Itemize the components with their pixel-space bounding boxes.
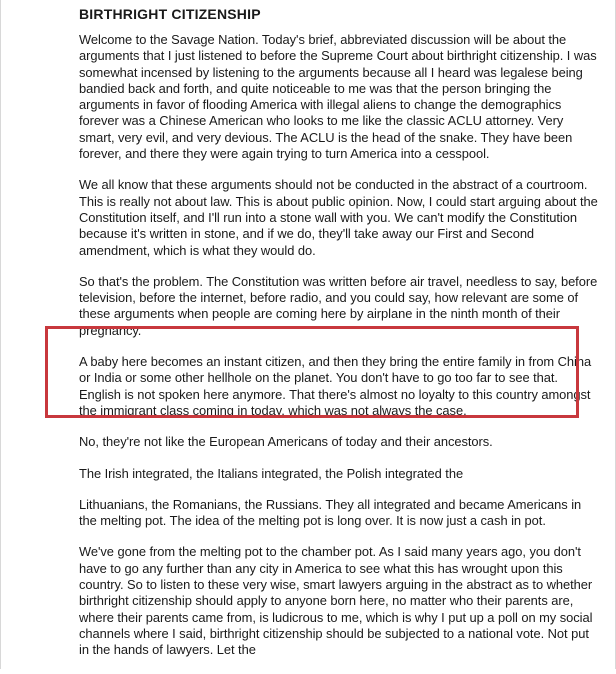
paragraph-6: The Irish integrated, the Italians integrated, the Polish integrated the bbox=[79, 465, 464, 481]
document-title: BIRTHRIGHT CITIZENSHIP bbox=[79, 6, 261, 22]
highlight-box bbox=[45, 326, 579, 418]
paragraph-3: So that's the problem. The Constitution was written before air travel, needless to say, before television, before the internet, before radio, and you could say, how relevant are some of these arguments when people are coming here by airplane in the ninth month of their pregnancy. bbox=[79, 273, 598, 338]
paragraph-5: No, they're not like the European Americans of today and their ancestors. bbox=[79, 434, 493, 450]
paragraph-2: We all know that these arguments should not be conducted in the abstract of a courtroom. This is really not about law. This is about public opinion. Now, I could start arguing about the Constitution itself, and I'll run into a stone wall with you. We can't modify the Constitution because it's written in stone, and if we do, they'll take away our First and Second amendment, which is what they would do. bbox=[79, 177, 598, 258]
paragraph-7: Lithuanians, the Romanians, the Russians. They all integrated and became Americans in the melting pot. The idea of the melting pot is long over. It is now just a cash in pot. bbox=[79, 496, 582, 529]
paragraph-4-highlighted: A baby here becomes an instant citizen, and then they bring the entire family in from China or India or some other hellhole on the planet. You don't have to go too far to see that. English is not spoken here anymore. That there's almost no loyalty to this country amongst the immigrant class coming in today, which was not always the case. bbox=[79, 354, 592, 418]
paragraph-1: Welcome to the Savage Nation. Today's brief, abbreviated discussion will be about the arguments that I just listened to before the Supreme Court about birthright citizenship. I was somewhat incensed by listening to the arguments because all I heard was legalese being bandied back and forth, and quite noticeable to me was that the person bringing the arguments in favor of flooding America with illegal aliens to change the demographics forever was a Chinese American who looks to me like the classic ACLU attorney. Very smart, very evil, and very devious. The ACLU is the head of the snake. They have been forever, and there they were again trying to turn America into a cesspool. bbox=[79, 32, 597, 162]
paragraph-8: We've gone from the melting pot to the chamber pot. As I said many years ago, you don't have to go any further than any city in America to see what this has wrought upon this country. So to listen to these very wise, smart lawyers arguing in the abstract as to whether birthright citizenship should apply to anyone born here, no matter who their parents are, where their parents came from, is ludicrous to me, which is why I put up a poll on my social channels where I said, birthright citizenship should be subjected to a national vote. Not put in the hands of lawyers. Let the bbox=[79, 544, 593, 658]
